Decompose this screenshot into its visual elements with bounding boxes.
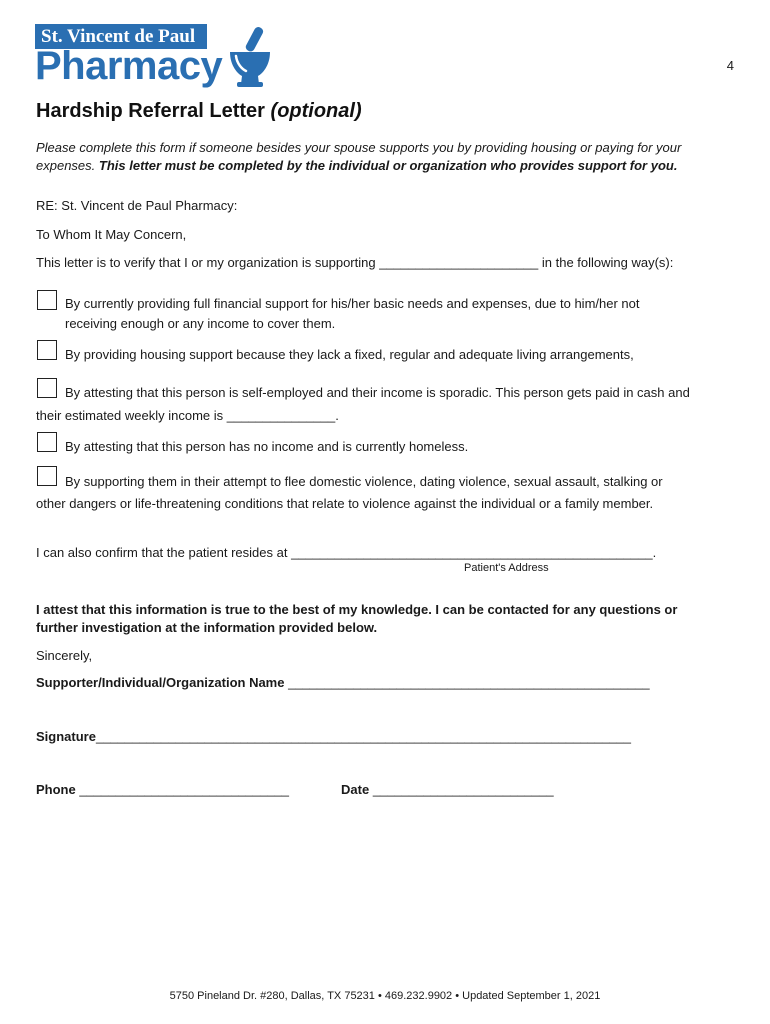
signature-line[interactable]: __________________________________________________________________________ [95, 729, 631, 744]
option-self-employed-line2: their estimated weekly income is _______________. [36, 408, 339, 423]
address-line: I can also confirm that the patient resides at __________________________________________________. [36, 545, 657, 560]
phone-field[interactable] [36, 780, 289, 800]
closing: Sincerely, [36, 648, 93, 663]
phone-line[interactable]: _____________________________ [79, 782, 290, 797]
option-violence-line1: By supporting them in their attempt to flee domestic violence, dating violence, sexual assault, stalking or [65, 474, 663, 489]
logo-top-banner: St. Vincent de Paul [35, 24, 207, 49]
logo-wordmark: Pharmacy [35, 44, 223, 88]
checkbox-housing-support[interactable] [37, 340, 57, 360]
title-main: Hardship Referral Letter [36, 100, 265, 122]
page-title [36, 100, 362, 123]
re-line: RE: St. Vincent de Paul Pharmacy: [36, 198, 238, 213]
footer-address: 5750 Pineland Dr. #280, Dallas, TX 75231 • 469.232.9902 • Updated September 1, 2021 [169, 990, 601, 1002]
intro-bold: This letter must be completed by the individual or organization who provides support for you. [98, 158, 678, 173]
date-line[interactable]: _________________________ [372, 782, 554, 797]
date-field[interactable] [341, 780, 554, 800]
option-self-employed-line1: By attesting that this person is self-employed and their income is sporadic. This person gets paid in cash and [65, 385, 690, 400]
checkbox-domestic-violence[interactable] [37, 466, 57, 486]
date-label: Date [341, 782, 370, 797]
salutation: To Whom It May Concern, [36, 227, 187, 242]
verify-line: This letter is to verify that I or my organization is supporting ______________________ in the following way(s): [36, 255, 674, 270]
attest-line2: further investigation at the information provided below. [36, 620, 378, 635]
address-caption: Patient's Address [464, 562, 549, 574]
option-violence-line2: other dangers or life-threatening conditions that relate to violence against the individual or a family member. [36, 496, 654, 511]
page-number: 4 [726, 58, 734, 73]
signature-field[interactable] [36, 727, 631, 747]
checkbox-financial-support[interactable] [37, 290, 57, 310]
checkbox-self-employed[interactable] [37, 378, 57, 398]
intro-text: Please complete this form if someone besides your spouse supports you by providing housing or paying for your expenses. [36, 140, 682, 173]
signature-label: Signature [36, 729, 96, 744]
name-line[interactable]: __________________________________________________ [288, 675, 650, 690]
option-housing-line1: By providing housing support because they lack a fixed, regular and adequate living arrangements, [65, 347, 634, 362]
name-field[interactable] [36, 673, 650, 693]
mortar-pestle-icon [228, 26, 272, 93]
title-optional: (optional) [270, 100, 362, 122]
option-homeless-line1: By attesting that this person has no income and is currently homeless. [65, 439, 469, 454]
phone-label: Phone [36, 782, 76, 797]
intro-paragraph [36, 139, 736, 175]
option-financial-line2: receiving enough or any income to cover them. [65, 316, 336, 331]
name-label: Supporter/Individual/Organization Name [36, 675, 285, 690]
attest-line1: I attest that this information is true to the best of my knowledge. I can be contacted for any questions or [36, 602, 678, 617]
checkbox-homeless[interactable] [37, 432, 57, 452]
option-financial-line1: By currently providing full financial support for his/her basic needs and expenses, due to him/her not [65, 296, 640, 311]
